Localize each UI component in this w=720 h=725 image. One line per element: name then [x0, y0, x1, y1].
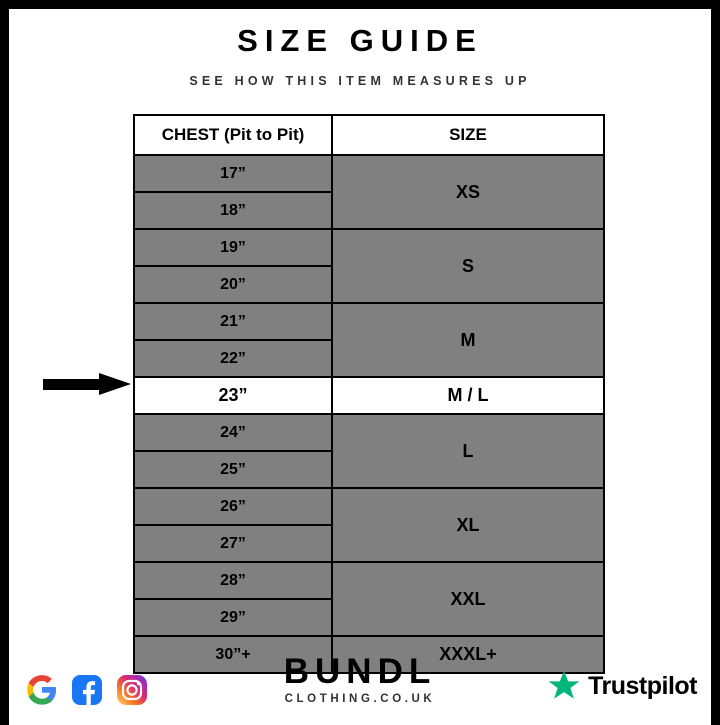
cell-chest: 25” [134, 451, 332, 488]
cell-size: XS [332, 155, 604, 229]
cell-chest: 22” [134, 340, 332, 377]
cell-size: M [332, 303, 604, 377]
cell-size: XXL [332, 562, 604, 636]
table-row [134, 303, 604, 340]
cell-chest: 28” [134, 562, 332, 599]
trustpilot-star-icon [547, 669, 581, 703]
arrow-right-icon [43, 373, 133, 395]
table-row [134, 488, 604, 525]
cell-chest: 18” [134, 192, 332, 229]
cell-chest: 24” [134, 414, 332, 451]
cell-chest: 29” [134, 599, 332, 636]
card-inner [9, 23, 711, 725]
footer [9, 643, 711, 715]
size-table [133, 114, 605, 674]
cell-size: L [332, 414, 604, 488]
cell-chest: 20” [134, 266, 332, 303]
table-row-highlighted [134, 377, 604, 414]
table-row [134, 155, 604, 192]
cell-size: XXXL+ [332, 636, 604, 673]
cell-size: M / L [332, 377, 604, 414]
cell-chest: 21” [134, 303, 332, 340]
brand-domain: CLOTHING.CO.UK [284, 693, 436, 705]
arrow-head [99, 373, 131, 395]
cell-chest: 17” [134, 155, 332, 192]
table-row [134, 414, 604, 451]
brand-name: BUNDL [283, 652, 437, 692]
table-row [134, 229, 604, 266]
cell-chest: 27” [134, 525, 332, 562]
cell-size: XL [332, 488, 604, 562]
page-title: SIZE GUIDE [237, 23, 483, 58]
size-table-wrapper [133, 114, 601, 674]
arrow-shaft [43, 379, 101, 390]
column-header-chest: CHEST (Pit to Pit) [134, 115, 332, 155]
cell-chest: 26” [134, 488, 332, 525]
trustpilot-label: Trustpilot [588, 671, 697, 700]
cell-chest: 30”+ [134, 636, 332, 673]
cell-chest: 23” [134, 377, 332, 414]
trustpilot-badge[interactable] [547, 669, 697, 703]
column-header-size: SIZE [332, 115, 604, 155]
table-header-row [134, 115, 604, 155]
cell-size: S [332, 229, 604, 303]
table-row [134, 562, 604, 599]
cell-chest: 19” [134, 229, 332, 266]
page-subtitle: SEE HOW THIS ITEM MEASURES UP [189, 74, 531, 88]
